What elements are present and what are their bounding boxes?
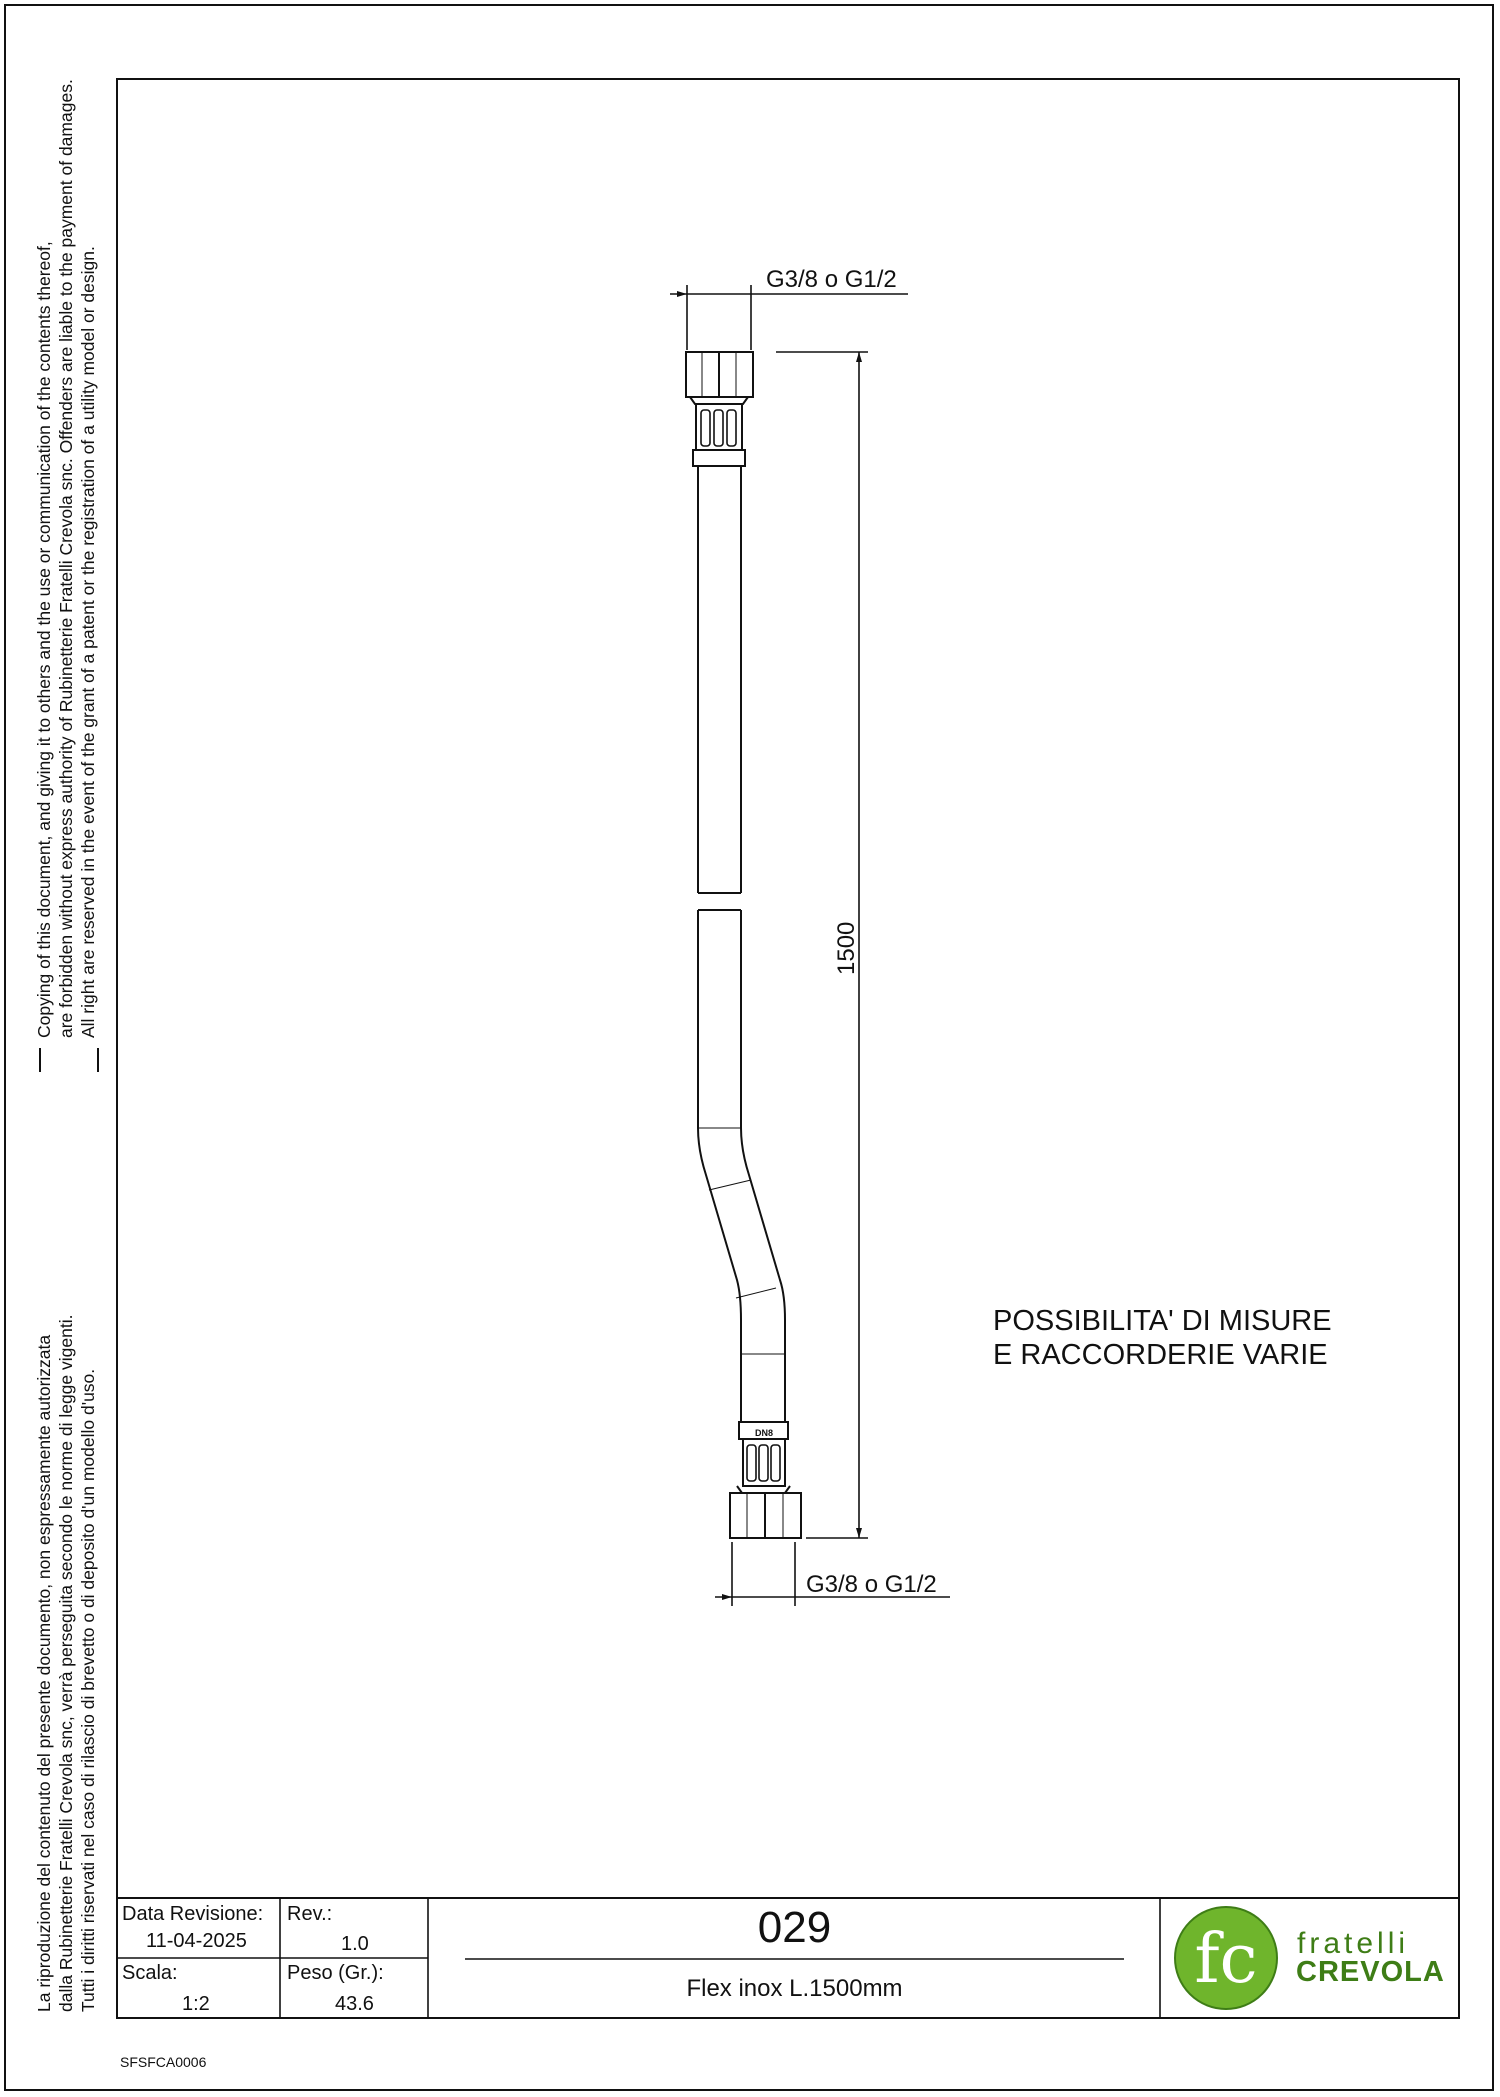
scale-value: 1:2: [182, 1993, 210, 2015]
weight-value: 43.6: [335, 1993, 374, 2015]
brand-logo: [1175, 1907, 1277, 2009]
legal-it-line-1: La riproduzione del contenuto del presente documento, non espressamente autorizzata: [34, 1334, 54, 2012]
revision-label: Rev.:: [287, 1903, 333, 1925]
legal-en-line-1: Copying of this document, and giving it to others and the use or communication of the contents thereof,: [34, 241, 54, 1038]
top-thread-dimension: [670, 285, 908, 350]
part-number: 029: [757, 1903, 832, 1952]
hose-lower: [698, 910, 785, 1422]
scale-label: Scala:: [122, 1962, 178, 1984]
document-code: SFSFCA0006: [120, 2054, 207, 2070]
top-ferrule: [693, 404, 745, 466]
legal-it-line-3: Tutti i diritti riservati nel caso di rilascio di brevetto o di deposito d'un modello d'uso.: [78, 1368, 98, 2012]
brand-name-top: fratelli: [1297, 1927, 1410, 1960]
top-thread-label: G3/8 o G1/2: [766, 266, 897, 293]
logo-monogram: fc: [1194, 1920, 1258, 1999]
bottom-nut: [730, 1493, 801, 1538]
brand-name-bottom: CREVOLA: [1296, 1956, 1445, 1988]
hose-marking: DN8: [754, 1428, 774, 1438]
weight-label: Peso (Gr.):: [287, 1962, 384, 1984]
sizes-note-line-2: E RACCORDERIE VARIE: [993, 1339, 1328, 1371]
sizes-note-line-1: POSSIBILITA' DI MISURE: [993, 1305, 1332, 1337]
top-nut: [686, 352, 753, 404]
revision-value: 1.0: [341, 1933, 369, 1955]
legal-it-line-2: dalla Rubinetterie Fratelli Crevola snc, verrà perseguita secondo le norme di legge vigenti.: [56, 1314, 76, 2012]
bottom-thread-label: G3/8 o G1/2: [806, 1571, 937, 1598]
part-description: Flex inox L.1500mm: [686, 1975, 903, 2002]
legal-en-line-3: All right are reserved in the event of the grant of a patent or the registration of a utility model or design.: [78, 246, 98, 1038]
length-label: 1500: [833, 921, 860, 975]
legal-en-line-2: are forbidden without express authority of Rubinetterie Fratelli Crevola snc. Offenders are liable to the payment of damages.: [56, 79, 76, 1038]
sizes-note: [993, 1304, 1332, 1372]
revision-date-value: 11-04-2025: [146, 1930, 247, 1952]
hose-upper: [698, 466, 741, 893]
revision-date-label: Data Revisione:: [122, 1903, 264, 1925]
